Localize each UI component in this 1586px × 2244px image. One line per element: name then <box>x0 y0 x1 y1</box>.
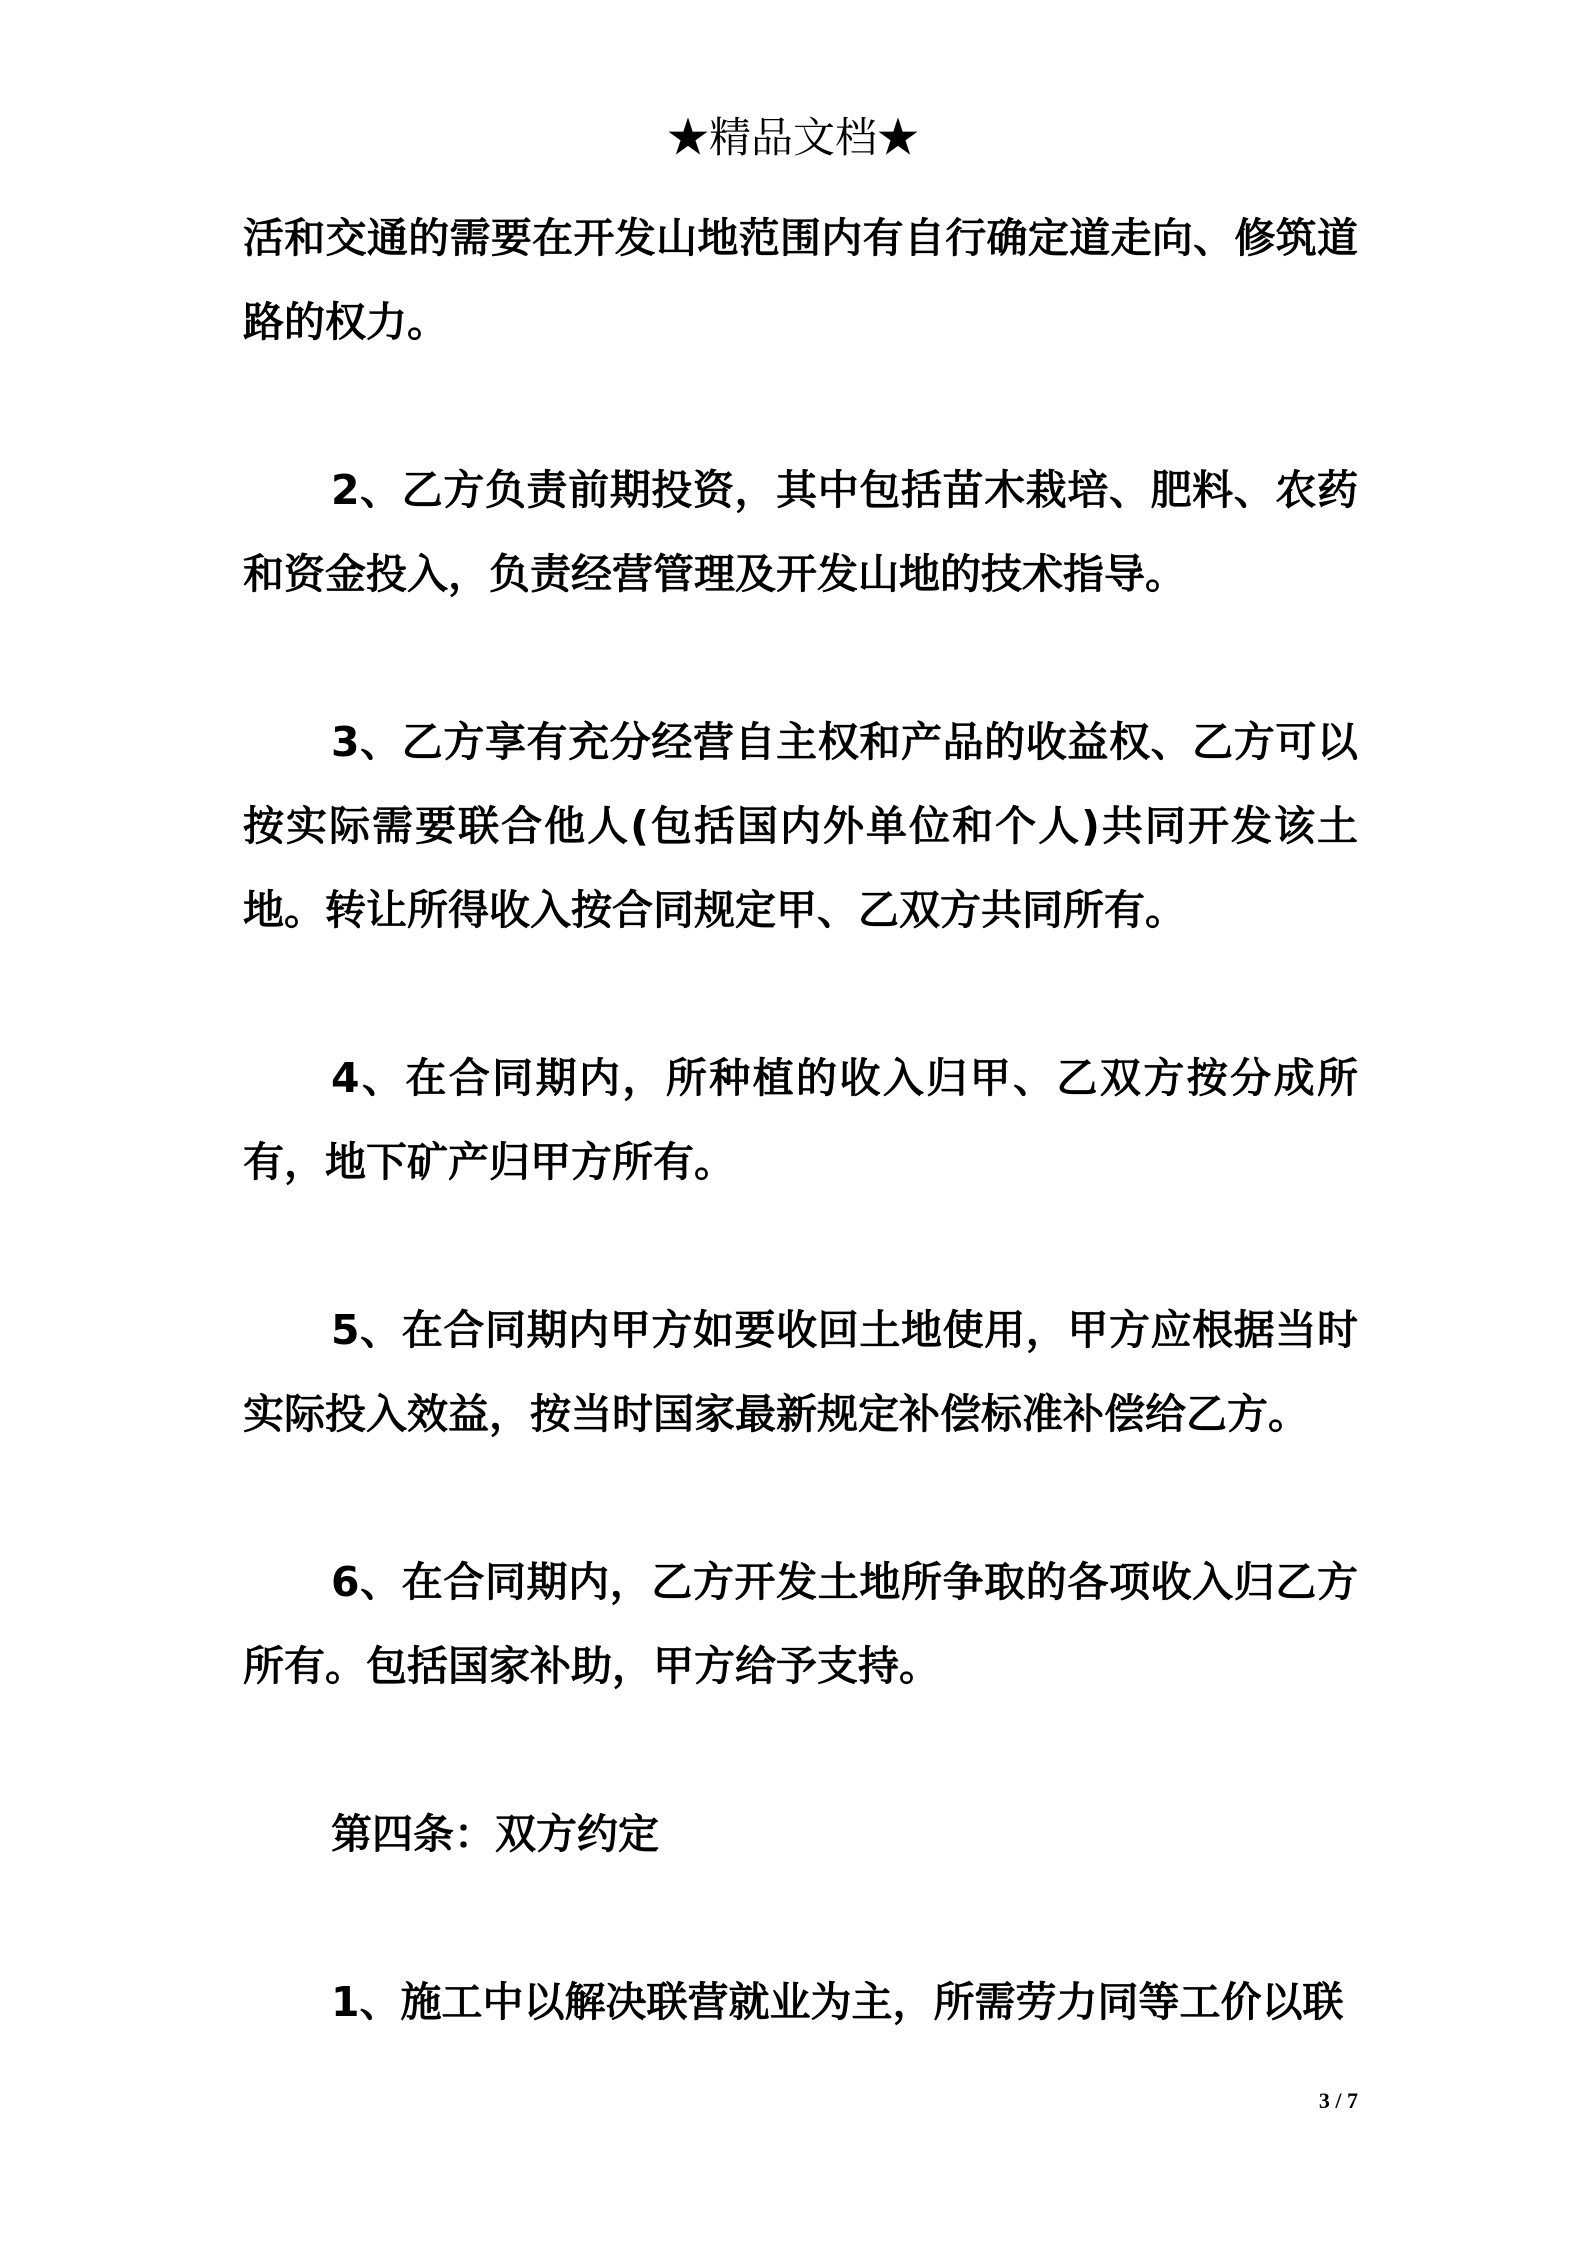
paragraph-clause-2: 2、乙方负责前期投资，其中包括苗木栽培、肥料、农药和资金投入，负责经营管理及开发山地的技术指导。 <box>243 466 1358 598</box>
section-heading-article-4: 第四条：双方约定 <box>331 1810 659 1858</box>
paragraph-clause-5: 5、在合同期内甲方如要收回土地使用，甲方应根据当时实际投入效益，按当时国家最新规定补偿标准补偿给乙方。 <box>243 1306 1358 1438</box>
page-number: 3 / 7 <box>1318 2088 1358 2113</box>
page-header-title: ★精品文档★ <box>666 113 919 162</box>
paragraph-clause-4: 4、在合同期内，所种植的收入归甲、乙双方按分成所有，地下矿产归甲方所有。 <box>243 1054 1358 1186</box>
paragraph-clause-3: 3、乙方享有充分经营自主权和产品的收益权、乙方可以按实际需要联合他人(包括国内外单位和个人)共同开发该土地。转让所得收入按合同规定甲、乙双方共同所有。 <box>243 718 1358 934</box>
document-body <box>243 196 1358 2128</box>
paragraph-article-4-clause-1: 1、施工中以解决联营就业为主，所需劳力同等工价以联 <box>331 1978 1344 2026</box>
paragraph-continuation: 活和交通的需要在开发山地范围内有自行确定道走向、修筑道路的权力。 <box>243 214 1358 346</box>
paragraph-clause-6: 6、在合同期内，乙方开发土地所争取的各项收入归乙方所有。包括国家补助，甲方给予支持。 <box>243 1558 1358 1690</box>
